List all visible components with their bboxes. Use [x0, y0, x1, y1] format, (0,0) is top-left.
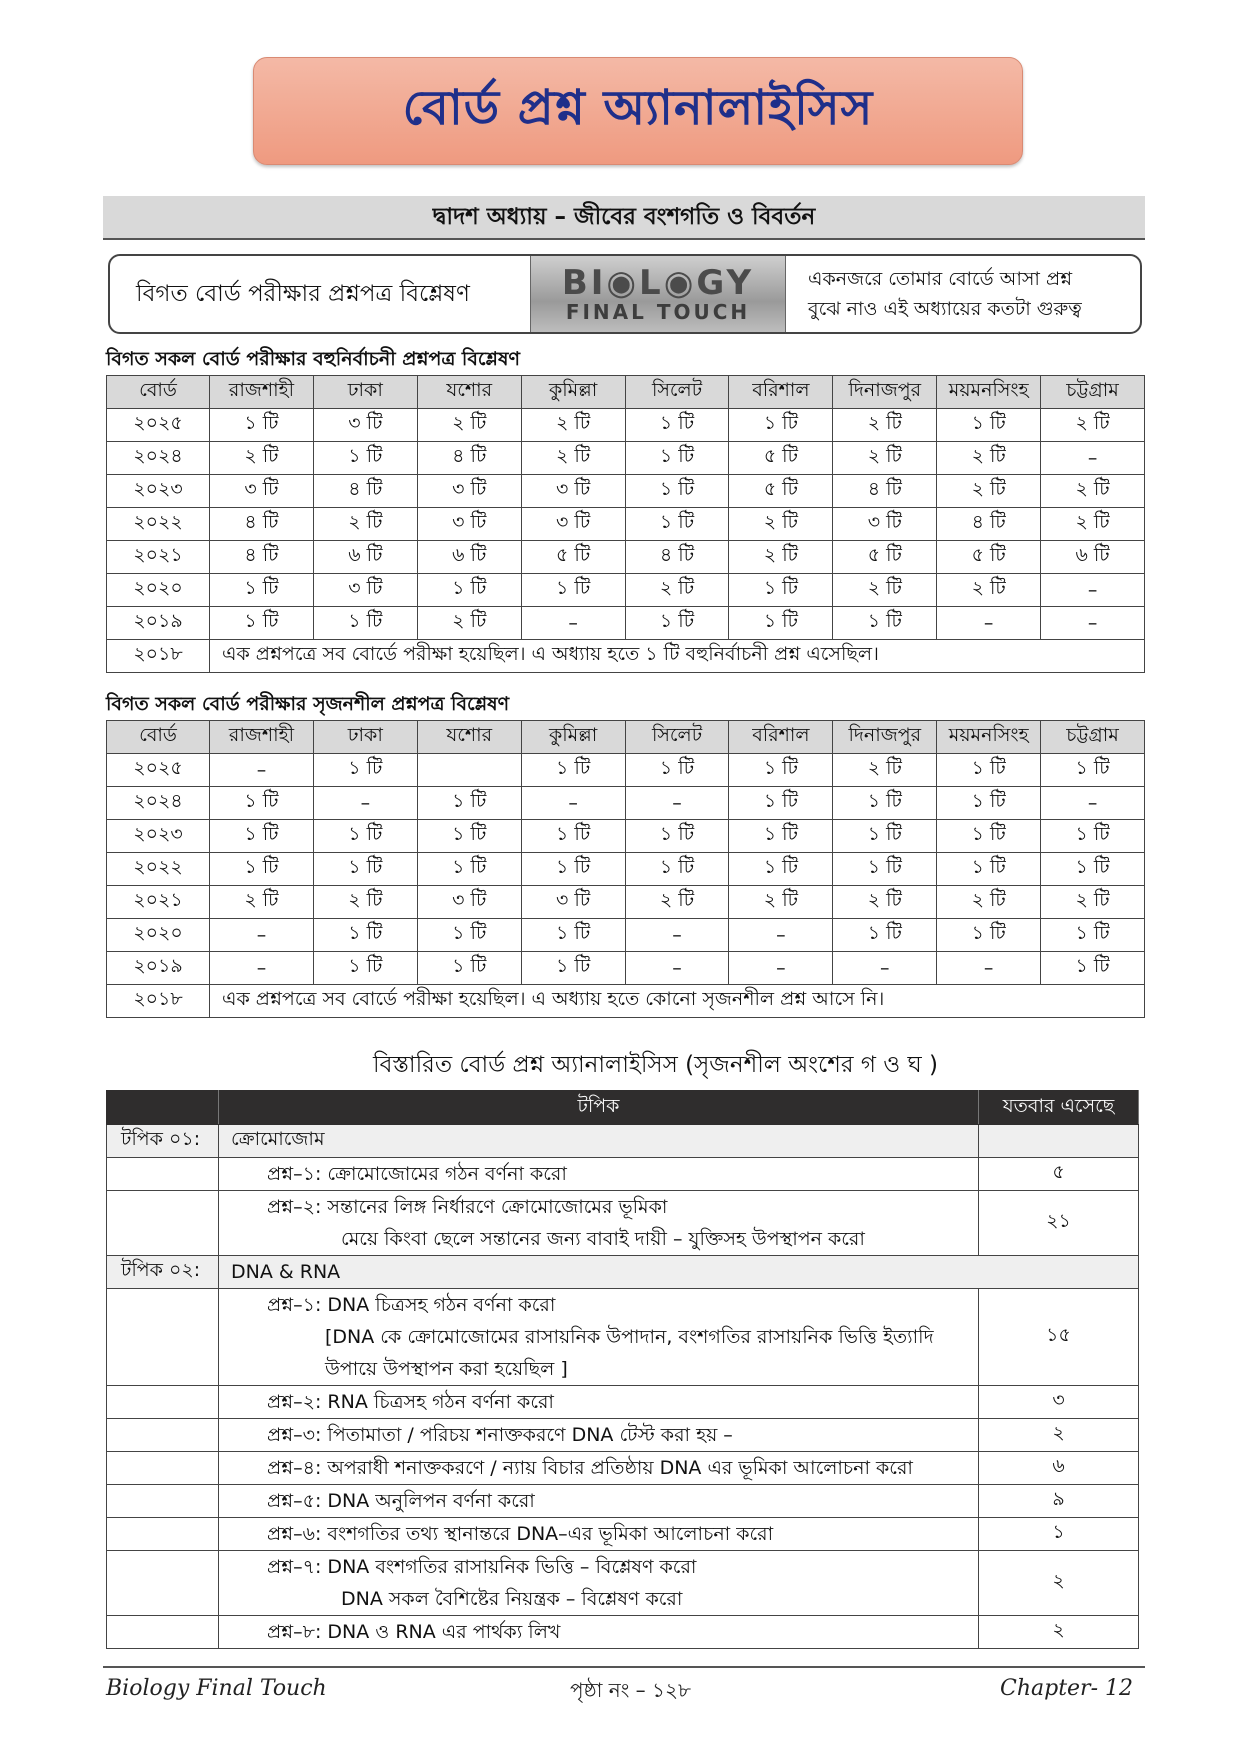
table-row — [107, 787, 1145, 820]
count-cell: ৪ টি — [313, 475, 417, 508]
question-blank-cell — [107, 1419, 219, 1452]
year-cell: ২০২২ — [107, 853, 210, 886]
year-cell: ২০২০ — [107, 574, 210, 607]
header-board-name: রাজশাহী — [210, 376, 314, 409]
count-cell: ৫ টি — [937, 541, 1041, 574]
header-board-name: কুমিল্লা — [521, 721, 625, 754]
question-cell — [219, 1551, 979, 1616]
header-board-name: চট্টগ্রাম — [1041, 721, 1145, 754]
year-cell: ২০২১ — [107, 541, 210, 574]
year-cell: ২০২৫ — [107, 754, 210, 787]
question-blank-cell — [107, 1191, 219, 1256]
footer-divider — [103, 1666, 1145, 1668]
page-title-box — [253, 57, 1023, 165]
count-cell: ১ টি — [1041, 820, 1145, 853]
count-cell: ২ টি — [521, 442, 625, 475]
header-board-name: যশোর — [417, 721, 521, 754]
header-board-name: দিনাজপুর — [833, 376, 937, 409]
question-subtext: মেয়ে কিংবা ছেলে সন্তানের জন্য বাবাই দায়ী – যুক্তিসহ উপস্থাপন করো — [341, 1228, 865, 1250]
count-cell: ১ টি — [1041, 952, 1145, 985]
count-cell: ১ টি — [313, 853, 417, 886]
times-appeared: ৫ — [979, 1158, 1139, 1191]
cq-section-title: বিগত সকল বোর্ড পরীক্ষার সৃজনশীল প্রশ্নপত্র বিশ্লেষণ — [106, 693, 510, 715]
table-row-note — [107, 985, 1145, 1018]
header-board-name: বরিশাল — [729, 721, 833, 754]
question-blank-cell — [107, 1289, 219, 1386]
times-appeared: ৬ — [979, 1452, 1139, 1485]
count-cell: ১ টি — [625, 853, 729, 886]
count-cell: ২ টি — [1041, 886, 1145, 919]
analysis-banner — [108, 254, 1142, 334]
count-cell: ১ টি — [833, 607, 937, 640]
question-text: প্রশ্ন–৮: DNA ও RNA এর পার্থক্য লিখ — [267, 1621, 561, 1643]
table-header-row — [107, 721, 1145, 754]
table-row — [107, 853, 1145, 886]
question-row — [107, 1616, 1139, 1649]
count-cell: – — [625, 919, 729, 952]
count-cell: ২ টি — [729, 508, 833, 541]
year-cell: ২০১৮ — [107, 640, 210, 673]
table-row-note — [107, 640, 1145, 673]
table-row — [107, 475, 1145, 508]
question-text: প্রশ্ন–১: DNA চিত্রসহ গঠন বর্ণনা করো — [267, 1294, 556, 1316]
year-cell: ২০২৪ — [107, 442, 210, 475]
table-row — [107, 886, 1145, 919]
count-cell: – — [625, 952, 729, 985]
topic-name: ক্রোমোজোম — [219, 1125, 979, 1158]
count-cell: ৪ টি — [210, 541, 314, 574]
question-subtext: উপায়ে উপস্থাপন করা হয়েছিল ] — [325, 1358, 568, 1380]
count-cell: ১ টি — [937, 919, 1041, 952]
count-cell: ১ টি — [417, 820, 521, 853]
count-cell: ১ টি — [625, 508, 729, 541]
topic-label: টপিক ০১: — [107, 1125, 219, 1158]
count-cell: ৫ টি — [729, 475, 833, 508]
count-cell: ২ টি — [833, 574, 937, 607]
banner-left-text: বিগত বোর্ড পরীক্ষার প্রশ্নপত্র বিশ্লেষণ — [136, 280, 470, 307]
count-cell: ১ টি — [729, 574, 833, 607]
question-cell — [219, 1419, 979, 1452]
table-row — [107, 409, 1145, 442]
header-board-name: রাজশাহী — [210, 721, 314, 754]
count-cell: – — [729, 952, 833, 985]
count-cell: ১ টি — [625, 754, 729, 787]
count-cell: ২ টি — [313, 886, 417, 919]
count-cell: ২ টি — [417, 607, 521, 640]
count-cell: ২ টি — [1041, 409, 1145, 442]
header-board-name: যশোর — [417, 376, 521, 409]
count-cell: ১ টি — [937, 820, 1041, 853]
question-cell — [219, 1485, 979, 1518]
header-board-name: ঢাকা — [313, 721, 417, 754]
count-cell: – — [1041, 787, 1145, 820]
count-cell: – — [729, 919, 833, 952]
count-cell: ২ টি — [417, 409, 521, 442]
note-cell: এক প্রশ্নপত্রে সব বোর্ডে পরীক্ষা হয়েছিল। এ অধ্যায় হতে ১ টি বহুনির্বাচনী প্রশ্ন এসেছিল। — [210, 640, 1145, 673]
count-cell: ১ টি — [833, 787, 937, 820]
detail-analysis-table — [106, 1090, 1139, 1649]
count-cell: ১ টি — [313, 820, 417, 853]
count-cell: ৬ টি — [1041, 541, 1145, 574]
count-cell: – — [210, 952, 314, 985]
question-cell — [219, 1616, 979, 1649]
count-cell: – — [210, 754, 314, 787]
count-cell — [417, 754, 521, 787]
question-cell — [219, 1158, 979, 1191]
year-cell: ২০২১ — [107, 886, 210, 919]
table-row — [107, 442, 1145, 475]
count-cell: ৪ টি — [417, 442, 521, 475]
year-cell: ২০১৯ — [107, 952, 210, 985]
count-cell: ৩ টি — [521, 475, 625, 508]
count-cell: ৪ টি — [937, 508, 1041, 541]
header-board-name: চট্টগ্রাম — [1041, 376, 1145, 409]
question-row — [107, 1419, 1139, 1452]
count-cell: ১ টি — [729, 409, 833, 442]
count-cell: ১ টি — [521, 919, 625, 952]
year-cell: ২০২৫ — [107, 409, 210, 442]
count-cell: ১ টি — [1041, 919, 1145, 952]
count-cell: ১ টি — [210, 853, 314, 886]
table-row — [107, 919, 1145, 952]
table-row — [107, 574, 1145, 607]
question-cell — [219, 1386, 979, 1419]
count-cell: ১ টি — [210, 607, 314, 640]
count-cell: ১ টি — [210, 787, 314, 820]
count-cell: ১ টি — [729, 787, 833, 820]
count-cell: ৩ টি — [417, 886, 521, 919]
times-appeared: ৩ — [979, 1386, 1139, 1419]
count-cell: ৬ টি — [417, 541, 521, 574]
times-appeared: ২১ — [979, 1191, 1139, 1256]
count-cell: ২ টি — [313, 508, 417, 541]
count-cell: ৩ টি — [521, 508, 625, 541]
count-cell: ২ টি — [210, 442, 314, 475]
count-cell: ১ টি — [210, 820, 314, 853]
count-cell: – — [625, 787, 729, 820]
biology-final-touch-logo — [530, 256, 786, 332]
count-cell: ১ টি — [210, 409, 314, 442]
question-text: প্রশ্ন–৪: অপরাধী শনাক্তকরণে / ন্যায় বিচার প্রতিষ্ঠায় DNA এর ভূমিকা আলোচনা করো — [267, 1457, 913, 1479]
count-cell: ১ টি — [729, 853, 833, 886]
count-cell: ১ টি — [521, 574, 625, 607]
count-cell: ২ টি — [729, 886, 833, 919]
question-row — [107, 1551, 1139, 1616]
count-cell: ২ টি — [833, 754, 937, 787]
footer-page-number: পৃষ্ঠা নং – ১২৮ — [570, 1678, 691, 1702]
header-board-name: সিলেট — [625, 376, 729, 409]
page-title: বোর্ড প্রশ্ন অ্যানালাইসিস — [402, 79, 874, 136]
count-cell: ১ টি — [313, 607, 417, 640]
count-cell: ৩ টি — [417, 475, 521, 508]
count-cell: ৩ টি — [313, 409, 417, 442]
count-cell: ১ টি — [521, 820, 625, 853]
table-row — [107, 607, 1145, 640]
count-cell: – — [1041, 607, 1145, 640]
table-header-row — [107, 376, 1145, 409]
count-cell: ৩ টি — [521, 886, 625, 919]
question-text: প্রশ্ন–৫: DNA অনুলিপন বর্ণনা করো — [267, 1490, 535, 1512]
count-cell: ১ টি — [417, 574, 521, 607]
count-cell: – — [313, 787, 417, 820]
question-text: প্রশ্ন–৩: পিতামাতা / পরিচয় শনাক্তকরণে DNA টেস্ট করা হয় – — [267, 1424, 733, 1446]
count-cell: ৩ টি — [210, 475, 314, 508]
count-cell: ২ টি — [833, 886, 937, 919]
count-cell: ২ টি — [1041, 508, 1145, 541]
count-cell: ১ টি — [521, 754, 625, 787]
count-cell: – — [833, 952, 937, 985]
question-text: প্রশ্ন–২: RNA চিত্রসহ গঠন বর্ণনা করো — [267, 1391, 554, 1413]
header-board-name: বরিশাল — [729, 376, 833, 409]
table-row — [107, 820, 1145, 853]
detail-header-topic: টপিক — [219, 1091, 979, 1125]
year-cell: ২০২২ — [107, 508, 210, 541]
header-board-name: দিনাজপুর — [833, 721, 937, 754]
count-cell: ১ টি — [625, 820, 729, 853]
count-cell: ১ টি — [417, 853, 521, 886]
question-cell — [219, 1452, 979, 1485]
year-cell: ২০২৪ — [107, 787, 210, 820]
count-cell: ১ টি — [417, 787, 521, 820]
count-cell: ৪ টি — [210, 508, 314, 541]
times-appeared: ১ — [979, 1518, 1139, 1551]
banner-right-text — [786, 256, 1140, 332]
logo-line-2: FINAL TOUCH — [565, 300, 751, 324]
question-text: প্রশ্ন–৬: বংশগতির তথ্য স্থানান্তরে DNA–এর ভূমিকা আলোচনা করো — [267, 1523, 774, 1545]
count-cell: ১ টি — [625, 442, 729, 475]
chapter-heading: দ্বাদশ অধ্যায় – জীবের বংশগতি ও বিবর্তন — [432, 203, 816, 230]
times-appeared: ১৫ — [979, 1289, 1139, 1386]
count-cell: ২ টি — [833, 409, 937, 442]
count-cell: – — [521, 787, 625, 820]
question-subtext: [DNA কে ক্রোমোজোমের রাসায়নিক উপাদান, বংশগতির রাসায়নিক ভিত্তি ইত্যাদি — [325, 1326, 934, 1348]
count-cell: ১ টি — [313, 919, 417, 952]
header-board: বোর্ড — [107, 721, 210, 754]
times-appeared: ২ — [979, 1551, 1139, 1616]
topic-row — [107, 1125, 1139, 1158]
question-blank-cell — [107, 1616, 219, 1649]
count-cell: ১ টি — [625, 607, 729, 640]
question-blank-cell — [107, 1485, 219, 1518]
count-cell: ১ টি — [937, 787, 1041, 820]
footer-book-title: Biology Final Touch — [106, 1676, 327, 1701]
table-row — [107, 541, 1145, 574]
table-row — [107, 754, 1145, 787]
detail-header-row — [107, 1091, 1139, 1125]
year-cell: ২০১৮ — [107, 985, 210, 1018]
count-cell: ১ টি — [833, 919, 937, 952]
chapter-heading-bar — [103, 196, 1145, 240]
count-cell: – — [937, 952, 1041, 985]
question-subtext: DNA সকল বৈশিষ্টের নিয়ন্ত্রক – বিশ্লেষণ করো — [341, 1588, 683, 1610]
detail-section-title — [0, 1046, 1241, 1085]
question-text: প্রশ্ন–১: ক্রোমোজোমের গঠন বর্ণনা করো — [267, 1163, 567, 1185]
question-blank-cell — [107, 1386, 219, 1419]
question-blank-cell — [107, 1452, 219, 1485]
detail-title-text: বিস্তারিত বোর্ড প্রশ্ন অ্যানালাইসিস (সৃজনশীল অংশের গ ও ঘ ) — [373, 1052, 938, 1078]
detail-header-count: যতবার এসেছে — [979, 1091, 1139, 1125]
count-cell: ২ টি — [833, 442, 937, 475]
count-cell: ২ টি — [729, 541, 833, 574]
topic-count-blank — [979, 1125, 1139, 1158]
count-cell: ৬ টি — [313, 541, 417, 574]
count-cell: ১ টি — [729, 754, 833, 787]
question-cell — [219, 1191, 979, 1256]
table-row — [107, 508, 1145, 541]
question-text: প্রশ্ন–৭: DNA বংশগতির রাসায়নিক ভিত্তি – বিশ্লেষণ করো — [267, 1556, 697, 1578]
count-cell: ১ টি — [417, 952, 521, 985]
logo-line-1: BI◉L◉GY — [561, 263, 755, 303]
count-cell: ১ টি — [729, 820, 833, 853]
detail-header-blank — [107, 1091, 219, 1125]
header-board: বোর্ড — [107, 376, 210, 409]
count-cell: ১ টি — [417, 919, 521, 952]
count-cell: ২ টি — [625, 574, 729, 607]
count-cell: ৩ টি — [417, 508, 521, 541]
question-row — [107, 1386, 1139, 1419]
count-cell: ২ টি — [210, 886, 314, 919]
banner-right-line-1: একনজরে তোমার বোর্ডে আসা প্রশ্ন — [808, 268, 1073, 290]
topic-name: DNA & RNA — [219, 1256, 1139, 1289]
question-text: প্রশ্ন–২: সন্তানের লিঙ্গ নির্ধারণে ক্রোমোজোমের ভূমিকা — [267, 1196, 668, 1218]
times-appeared: ২ — [979, 1419, 1139, 1452]
count-cell: ১ টি — [833, 853, 937, 886]
count-cell: ১ টি — [210, 574, 314, 607]
count-cell: ১ টি — [937, 409, 1041, 442]
count-cell: ১ টি — [313, 952, 417, 985]
year-cell: ২০২৩ — [107, 475, 210, 508]
header-board-name: সিলেট — [625, 721, 729, 754]
question-row — [107, 1289, 1139, 1386]
count-cell: ২ টি — [521, 409, 625, 442]
question-row — [107, 1191, 1139, 1256]
topic-label: টপিক ০২: — [107, 1256, 219, 1289]
question-cell — [219, 1289, 979, 1386]
question-row — [107, 1452, 1139, 1485]
year-cell: ২০১৯ — [107, 607, 210, 640]
question-row — [107, 1518, 1139, 1551]
count-cell: ৫ টি — [729, 442, 833, 475]
mcq-section-title: বিগত সকল বোর্ড পরীক্ষার বহুনির্বাচনী প্রশ্নপত্র বিশ্লেষণ — [106, 348, 520, 370]
count-cell: ১ টি — [937, 853, 1041, 886]
table-row — [107, 952, 1145, 985]
count-cell: ১ টি — [833, 820, 937, 853]
cq-analysis-table — [106, 720, 1145, 1018]
count-cell: – — [1041, 574, 1145, 607]
count-cell: ১ টি — [729, 607, 833, 640]
count-cell: ১ টি — [625, 475, 729, 508]
count-cell: ৪ টি — [625, 541, 729, 574]
question-row — [107, 1485, 1139, 1518]
count-cell: ২ টি — [1041, 475, 1145, 508]
count-cell: ২ টি — [625, 886, 729, 919]
count-cell: ১ টি — [1041, 853, 1145, 886]
question-blank-cell — [107, 1518, 219, 1551]
count-cell: – — [521, 607, 625, 640]
banner-right-line-2: বুঝে নাও এই অধ্যায়ের কতটা গুরুত্ব — [808, 298, 1082, 320]
year-cell: ২০২০ — [107, 919, 210, 952]
question-row — [107, 1158, 1139, 1191]
count-cell: – — [1041, 442, 1145, 475]
note-cell: এক প্রশ্নপত্রে সব বোর্ডে পরীক্ষা হয়েছিল। এ অধ্যায় হতে কোনো সৃজনশীল প্রশ্ন আসে নি। — [210, 985, 1145, 1018]
question-cell — [219, 1518, 979, 1551]
times-appeared: ৯ — [979, 1485, 1139, 1518]
mcq-analysis-table — [106, 375, 1145, 673]
count-cell: ১ টি — [313, 442, 417, 475]
header-board-name: ময়মনসিংহ — [937, 721, 1041, 754]
count-cell: ৫ টি — [833, 541, 937, 574]
count-cell: ১ টি — [625, 409, 729, 442]
count-cell: ৩ টি — [833, 508, 937, 541]
topic-row — [107, 1256, 1139, 1289]
count-cell: ১ টি — [521, 952, 625, 985]
count-cell: ২ টি — [937, 442, 1041, 475]
count-cell: ১ টি — [313, 754, 417, 787]
header-board-name: ঢাকা — [313, 376, 417, 409]
count-cell: ১ টি — [1041, 754, 1145, 787]
count-cell: ৫ টি — [521, 541, 625, 574]
times-appeared: ২ — [979, 1616, 1139, 1649]
question-blank-cell — [107, 1158, 219, 1191]
count-cell: ১ টি — [937, 754, 1041, 787]
count-cell: ৪ টি — [833, 475, 937, 508]
count-cell: ৩ টি — [313, 574, 417, 607]
count-cell: ২ টি — [937, 886, 1041, 919]
count-cell: – — [937, 607, 1041, 640]
footer-chapter: Chapter- 12 — [1000, 1676, 1133, 1701]
header-board-name: কুমিল্লা — [521, 376, 625, 409]
count-cell: ২ টি — [937, 574, 1041, 607]
count-cell: ১ টি — [521, 853, 625, 886]
count-cell: – — [210, 919, 314, 952]
header-board-name: ময়মনসিংহ — [937, 376, 1041, 409]
question-blank-cell — [107, 1551, 219, 1616]
count-cell: ২ টি — [937, 475, 1041, 508]
year-cell: ২০২৩ — [107, 820, 210, 853]
